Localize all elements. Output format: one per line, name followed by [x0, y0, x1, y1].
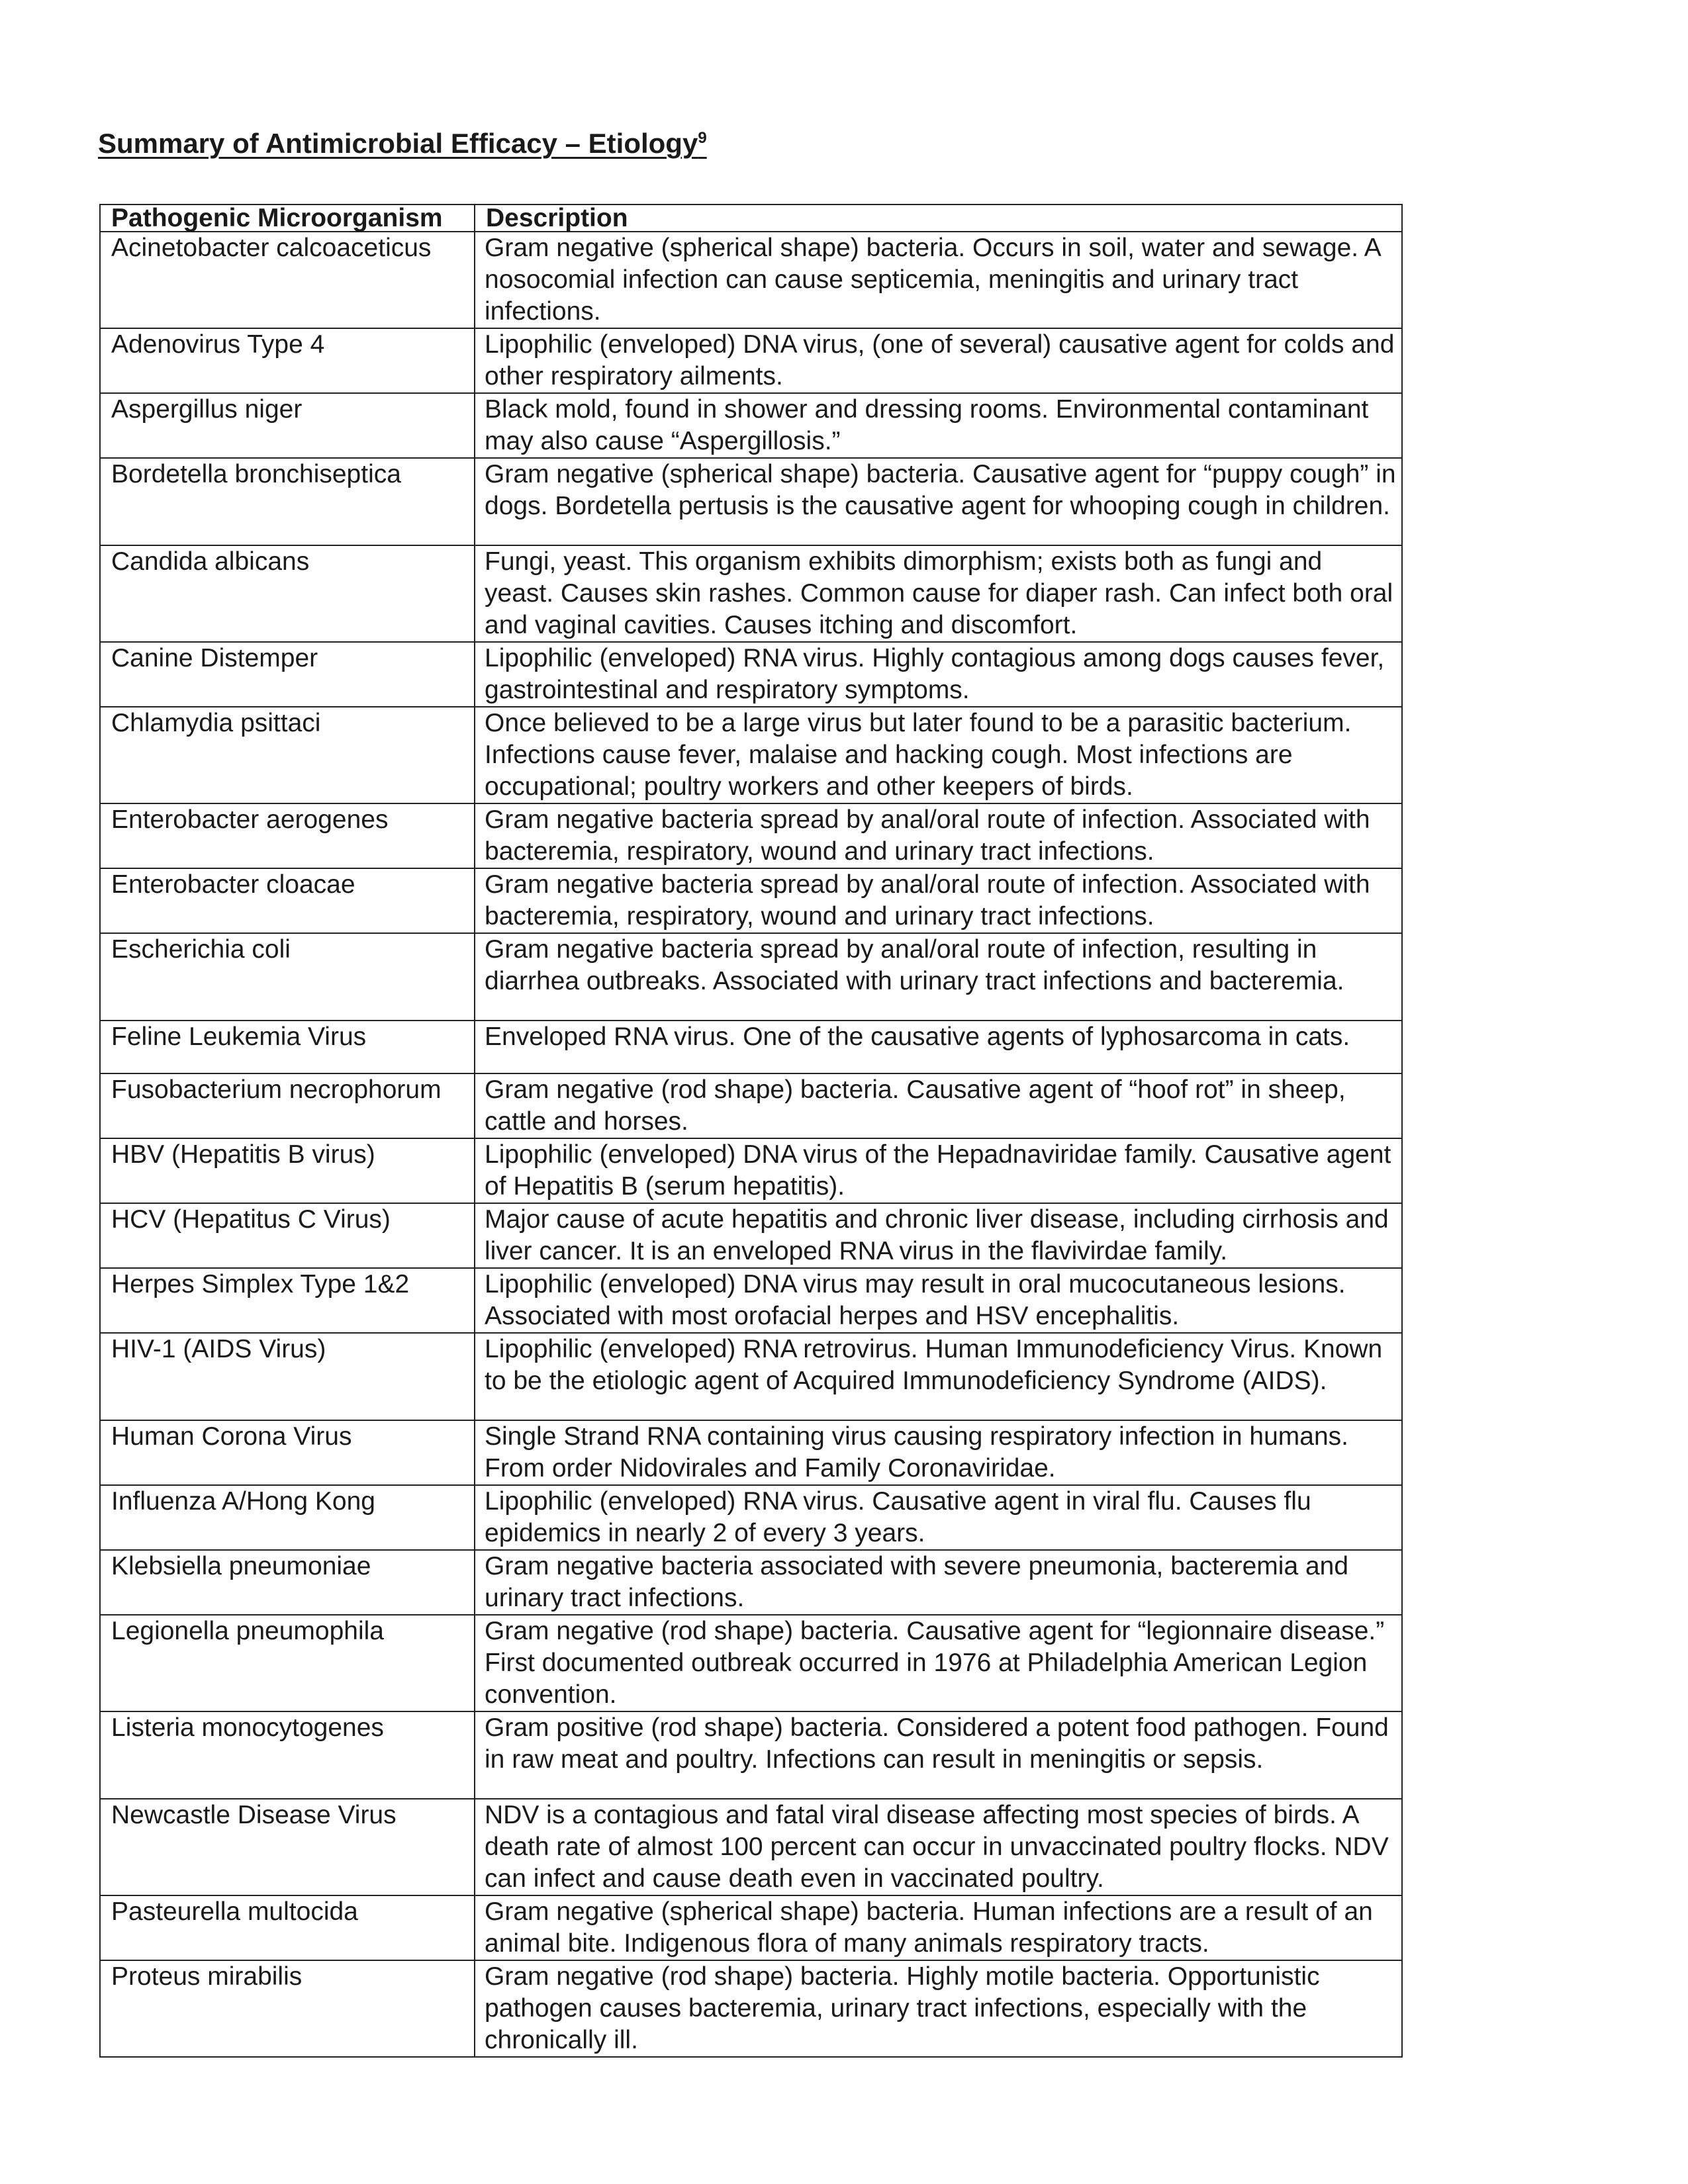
etiology-table	[99, 204, 1403, 2058]
table-row	[100, 1615, 1402, 1711]
table-row	[100, 328, 1402, 393]
description-cell: Major cause of acute hepatitis and chronic liver disease, including cirrhosis and liver cancer. It is an enveloped RNA virus in the flavivirdae family.	[475, 1203, 1402, 1268]
organism-cell: Pasteurella multocida	[100, 1895, 475, 1960]
table-row	[100, 1550, 1402, 1615]
organism-cell: Canine Distemper	[100, 642, 475, 707]
table-header-row	[100, 205, 1402, 232]
table-header	[100, 205, 1402, 232]
description-cell: Gram negative (spherical shape) bacteria. Occurs in soil, water and sewage. A nosocomial infection can cause septicemia, meningitis and urinary tract infections.	[475, 232, 1402, 328]
description-cell: Gram negative (rod shape) bacteria. Causative agent of “hoof rot” in sheep, cattle and horses.	[475, 1073, 1402, 1138]
description-cell: Fungi, yeast. This organism exhibits dimorphism; exists both as fungi and yeast. Causes skin rashes. Common cause for diaper rash. Can infect both oral and vaginal cavities. Causes itching and discomfort.	[475, 545, 1402, 642]
table-row	[100, 393, 1402, 458]
organism-cell: HIV-1 (AIDS Virus)	[100, 1333, 475, 1420]
description-cell: Gram negative bacteria spread by anal/oral route of infection. Associated with bacteremia, respiratory, wound and urinary tract infections.	[475, 803, 1402, 868]
organism-cell: Listeria monocytogenes	[100, 1711, 475, 1799]
organism-cell: HBV (Hepatitis B virus)	[100, 1138, 475, 1203]
description-cell: Gram positive (rod shape) bacteria. Considered a potent food pathogen. Found in raw meat and poultry. Infections can result in meningitis or sepsis.	[475, 1711, 1402, 1799]
description-cell: Single Strand RNA containing virus causing respiratory infection in humans. From order Nidovirales and Family Coronaviridae.	[475, 1420, 1402, 1485]
description-cell: Once believed to be a large virus but later found to be a parasitic bacterium. Infections cause fever, malaise and hacking cough. Most infections are occupational; poultry workers and other keepers of birds.	[475, 707, 1402, 803]
table-row	[100, 1711, 1402, 1799]
organism-cell: Legionella pneumophila	[100, 1615, 475, 1711]
description-cell: Lipophilic (enveloped) DNA virus of the Hepadnaviridae family. Causative agent of Hepatitis B (serum hepatitis).	[475, 1138, 1402, 1203]
organism-cell: Herpes Simplex Type 1&2	[100, 1268, 475, 1333]
table-row	[100, 1960, 1402, 2057]
table-body	[100, 232, 1402, 2057]
table-row	[100, 1138, 1402, 1203]
organism-cell: Enterobacter cloacae	[100, 868, 475, 933]
table-row	[100, 1203, 1402, 1268]
organism-cell: Klebsiella pneumoniae	[100, 1550, 475, 1615]
description-cell: Enveloped RNA virus. One of the causative agents of lyphosarcoma in cats.	[475, 1021, 1402, 1073]
organism-cell: Influenza A/Hong Kong	[100, 1485, 475, 1550]
header-description: Description	[475, 205, 1402, 232]
description-cell: Gram negative (rod shape) bacteria. Highly motile bacteria. Opportunistic pathogen causes bacteremia, urinary tract infections, especially with the chronically ill.	[475, 1960, 1402, 2057]
table-row	[100, 1073, 1402, 1138]
page-title	[98, 130, 707, 158]
table-row	[100, 232, 1402, 328]
table-row	[100, 1420, 1402, 1485]
description-cell: Black mold, found in shower and dressing rooms. Environmental contaminant may also cause “Aspergillosis.”	[475, 393, 1402, 458]
table-row	[100, 1268, 1402, 1333]
organism-cell: Acinetobacter calcoaceticus	[100, 232, 475, 328]
organism-cell: Enterobacter aerogenes	[100, 803, 475, 868]
organism-cell: HCV (Hepatitus C Virus)	[100, 1203, 475, 1268]
description-cell: Gram negative bacteria associated with severe pneumonia, bacteremia and urinary tract infections.	[475, 1550, 1402, 1615]
table-row	[100, 1895, 1402, 1960]
table-row	[100, 1485, 1402, 1550]
description-cell: Gram negative (spherical shape) bacteria. Causative agent for “puppy cough” in dogs. Bordetella pertusis is the causative agent for whooping cough in children.	[475, 458, 1402, 545]
description-cell: Gram negative (spherical shape) bacteria. Human infections are a result of an animal bite. Indigenous flora of many animals respiratory tracts.	[475, 1895, 1402, 1960]
table-row	[100, 1333, 1402, 1420]
table-row	[100, 707, 1402, 803]
organism-cell: Chlamydia psittaci	[100, 707, 475, 803]
description-cell: Lipophilic (enveloped) RNA virus. Causative agent in viral flu. Causes flu epidemics in nearly 2 of every 3 years.	[475, 1485, 1402, 1550]
table-row	[100, 868, 1402, 933]
table-row	[100, 803, 1402, 868]
organism-cell: Candida albicans	[100, 545, 475, 642]
organism-cell: Newcastle Disease Virus	[100, 1799, 475, 1895]
organism-cell: Proteus mirabilis	[100, 1960, 475, 2057]
page-title-text: Summary of Antimicrobial Efficacy – Etiology	[98, 128, 698, 159]
organism-cell: Adenovirus Type 4	[100, 328, 475, 393]
organism-cell: Bordetella bronchiseptica	[100, 458, 475, 545]
organism-cell: Human Corona Virus	[100, 1420, 475, 1485]
description-cell: Gram negative bacteria spread by anal/oral route of infection, resulting in diarrhea outbreaks. Associated with urinary tract infections and bacteremia.	[475, 933, 1402, 1021]
description-cell: Lipophilic (enveloped) DNA virus may result in oral mucocutaneous lesions. Associated with most orofacial herpes and HSV encephalitis.	[475, 1268, 1402, 1333]
organism-cell: Aspergillus niger	[100, 393, 475, 458]
organism-cell: Fusobacterium necrophorum	[100, 1073, 475, 1138]
description-cell: Lipophilic (enveloped) RNA retrovirus. Human Immunodeficiency Virus. Known to be the etiologic agent of Acquired Immunodeficiency Syndrome (AIDS).	[475, 1333, 1402, 1420]
description-cell: Gram negative bacteria spread by anal/oral route of infection. Associated with bacteremia, respiratory, wound and urinary tract infections.	[475, 868, 1402, 933]
description-cell: Lipophilic (enveloped) RNA virus. Highly contagious among dogs causes fever, gastrointestinal and respiratory symptoms.	[475, 642, 1402, 707]
table-row	[100, 933, 1402, 1021]
table-row	[100, 545, 1402, 642]
table-row	[100, 1799, 1402, 1895]
table-row	[100, 1021, 1402, 1073]
header-pathogenic-microorganism: Pathogenic Microorganism	[100, 205, 475, 232]
description-cell: Gram negative (rod shape) bacteria. Causative agent for “legionnaire disease.” First documented outbreak occurred in 1976 at Philadelphia American Legion convention.	[475, 1615, 1402, 1711]
table-row	[100, 642, 1402, 707]
table-row	[100, 458, 1402, 545]
title-footnote-marker: 9	[698, 129, 707, 147]
description-cell: NDV is a contagious and fatal viral disease affecting most species of birds. A death rate of almost 100 percent can occur in unvaccinated poultry flocks. NDV can infect and cause death even in vaccinated poultry.	[475, 1799, 1402, 1895]
description-cell: Lipophilic (enveloped) DNA virus, (one of several) causative agent for colds and other respiratory ailments.	[475, 328, 1402, 393]
organism-cell: Feline Leukemia Virus	[100, 1021, 475, 1073]
organism-cell: Escherichia coli	[100, 933, 475, 1021]
